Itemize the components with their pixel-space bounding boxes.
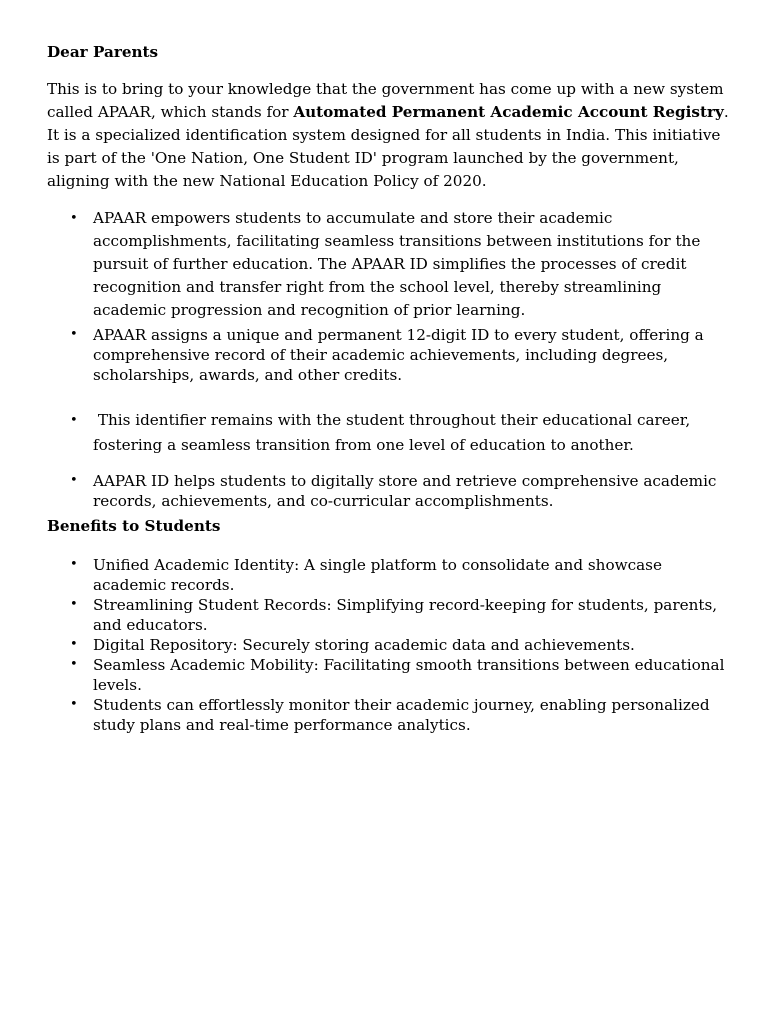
bullet-icon: •	[70, 697, 78, 712]
list-item	[0, 695, 733, 735]
benefits-heading: Benefits to Students	[47, 517, 221, 535]
list-item-text: Seamless Academic Mobility: Facilitating smooth transitions between educational levels.	[93, 656, 725, 694]
bullet-icon: •	[70, 473, 78, 488]
list-item	[0, 635, 733, 655]
list-item-text: Streamlining Student Records: Simplifying record-keeping for students, parents, and educators.	[93, 596, 718, 634]
bullet-icon: •	[70, 557, 78, 572]
apaar-points-list	[0, 207, 733, 511]
list-item	[0, 555, 733, 595]
list-item	[0, 408, 733, 458]
intro-bold-term: Automated Permanent Academic Account Registry	[293, 103, 724, 121]
list-item-text: Digital Repository: Securely storing academic data and achievements.	[93, 636, 635, 654]
bullet-icon: •	[70, 657, 78, 672]
bullet-icon: •	[70, 413, 78, 428]
list-item	[0, 595, 733, 635]
bullet-icon: •	[70, 327, 78, 342]
list-item	[0, 325, 733, 385]
intro-paragraph	[47, 78, 737, 193]
list-item-text: Students can effortlessly monitor their academic journey, enabling personalized study plans and real-time performance analytics.	[93, 696, 710, 734]
list-item-text: Unified Academic Identity: A single platform to consolidate and showcase academic records.	[93, 556, 662, 594]
list-item-text: APAAR assigns a unique and permanent 12-digit ID to every student, offering a comprehensive record of their academic achievements, including degrees, scholarships, awards, and other credits.	[93, 326, 704, 384]
bullet-icon: •	[70, 211, 78, 226]
list-item-text: This identifier remains with the student throughout their educational career, fostering a seamless transition from one level of education to another.	[93, 411, 691, 454]
bullet-icon: •	[70, 637, 78, 652]
list-item	[0, 471, 733, 511]
list-item-text: APAAR empowers students to accumulate and store their academic accomplishments, facilitating seamless transitions between institutions for the pursuit of further education. The APAAR ID simplifies the processes of credit recognition and transfer right from the school level, thereby streamlining academic progression and recognition of prior learning.	[93, 209, 701, 319]
benefits-list	[0, 555, 733, 735]
intro-text-part1: This is to bring to your knowledge that the government has come up with a new system called APAAR, which stands for	[47, 80, 724, 121]
bullet-icon: •	[70, 597, 78, 612]
list-item	[0, 207, 733, 322]
list-item-text: AAPAR ID helps students to digitally store and retrieve comprehensive academic records, achievements, and co-curricular accomplishments.	[93, 472, 717, 510]
intro-text-part2: . It is a specialized identification system designed for all students in India. This initiative is part of the 'One Nation, One Student ID' program launched by the government, aligning with the new National Education Policy of 2020.	[47, 103, 729, 190]
list-item	[0, 655, 733, 695]
salutation-heading: Dear Parents	[47, 43, 159, 61]
